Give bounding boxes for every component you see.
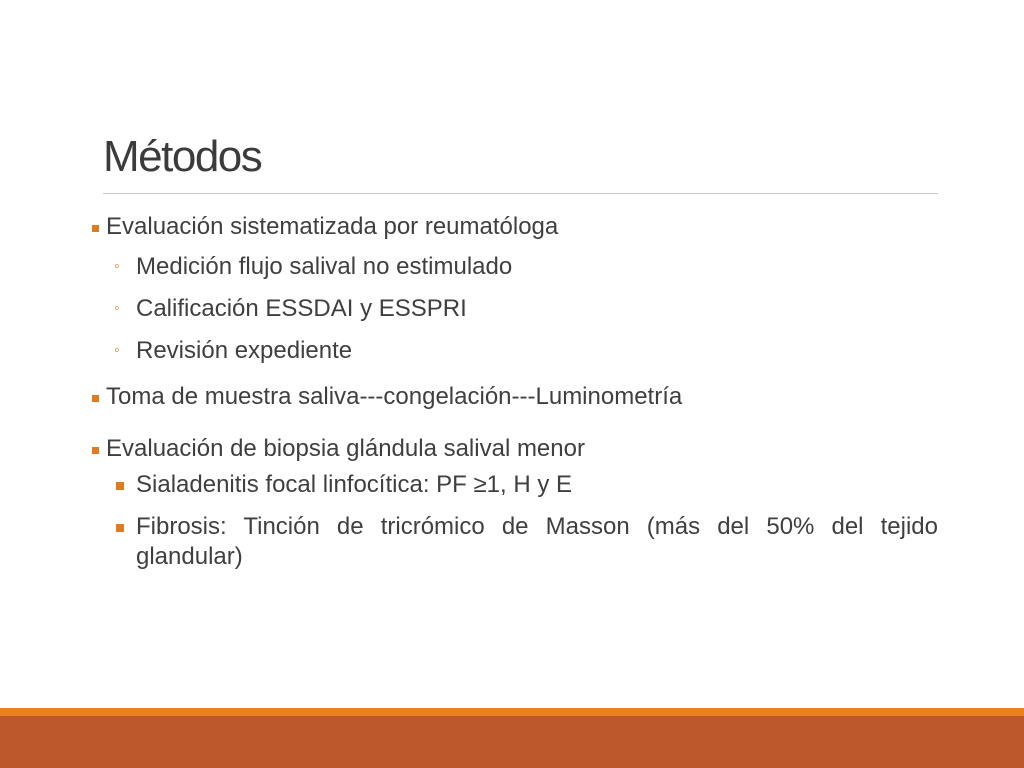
orange-square-bullet-icon: [116, 524, 124, 532]
bullet-text: Sialadenitis focal linfocítica: PF ≥1, H y E: [136, 471, 573, 498]
list-item: [92, 212, 938, 242]
bullet-text: Toma de muestra saliva---congelación---Luminometría: [106, 383, 683, 410]
bullet-text: Revisión expediente: [136, 337, 353, 364]
orange-circle-bullet-icon: ◦: [114, 342, 120, 359]
bullet-list: [92, 210, 938, 572]
orange-square-bullet-icon: [116, 482, 124, 490]
title-divider: [103, 193, 938, 194]
list-item: [92, 252, 938, 282]
orange-square-bullet-icon: [92, 447, 99, 454]
bullet-text: Calificación ESSDAI y ESSPRI: [136, 295, 467, 322]
list-item: [92, 470, 938, 500]
bullet-text: Fibrosis: Tinción de tricrómico de Masson (más del 50% del tejido glandular): [136, 513, 938, 570]
slide-title: Métodos: [103, 132, 262, 181]
list-item: [92, 512, 938, 572]
bullet-text: Evaluación de biopsia glándula salival menor: [106, 435, 585, 462]
list-item: [92, 382, 938, 412]
orange-circle-bullet-icon: ◦: [114, 258, 120, 275]
list-item: [92, 434, 938, 464]
list-item: [92, 336, 938, 366]
footer-bar: [0, 716, 1024, 768]
orange-circle-bullet-icon: ◦: [114, 300, 120, 317]
bullet-text: Medición flujo salival no estimulado: [136, 253, 513, 280]
footer-accent-bar: [0, 708, 1024, 716]
list-item: [92, 294, 938, 324]
orange-square-bullet-icon: [92, 225, 99, 232]
orange-square-bullet-icon: [92, 395, 99, 402]
bullet-text: Evaluación sistematizada por reumatóloga: [106, 213, 559, 240]
